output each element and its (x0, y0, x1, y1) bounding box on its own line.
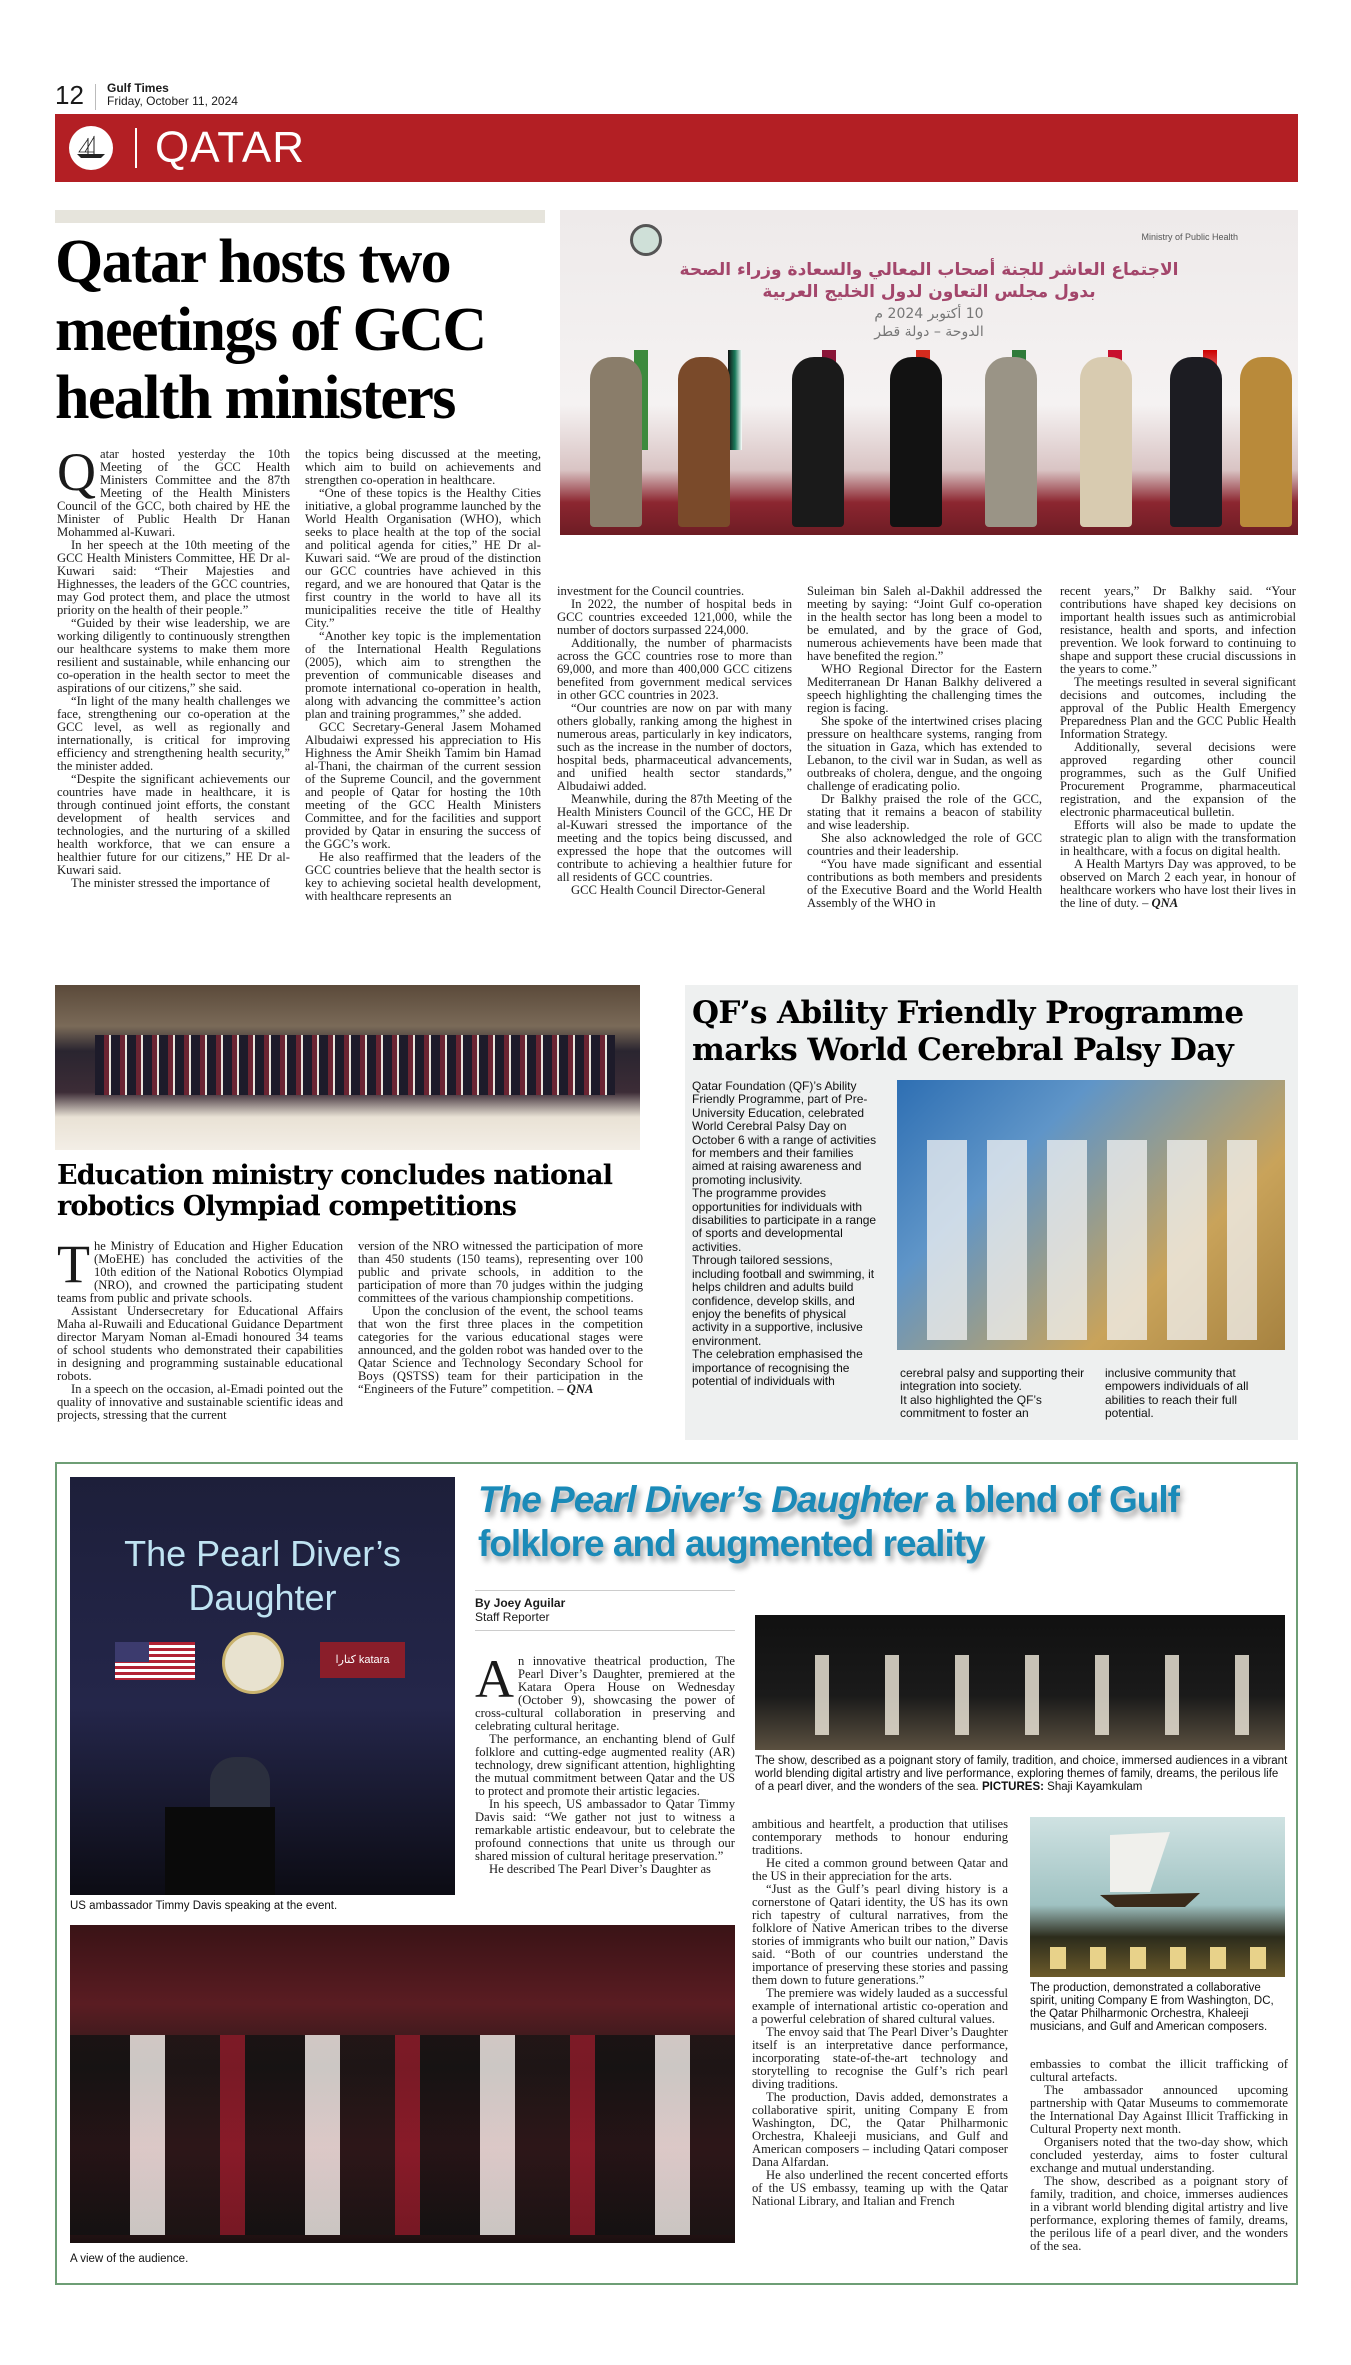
gcc-headline: Qatar hosts two meetings of GCC health ministers (55, 228, 486, 432)
paragraph (475, 1733, 735, 1798)
divider (95, 84, 96, 110)
dhow-boat-photo (1030, 1817, 1285, 1977)
caption-text: The show, described as a poignant story of family, tradition, and choice, immersed audiences in a vibrant world blending digital artistry and live performance, exploring themes of family, dreams, the perilous life of a pearl diver, and the wonders of the sea. (755, 1755, 1288, 1793)
pictures-label: PICTURES: (981, 1781, 1044, 1793)
publication-info (107, 82, 238, 108)
paragraph-text: cerebral palsy and supporting their integration into society. (900, 1366, 1085, 1394)
banner-text: الاجتماع العاشر للجنة أصحاب المعالي والسعادة وزراء الصحة (679, 260, 1179, 280)
boat-caption: The production, demonstrated a collaborative spirit, uniting Company E from Washington, DC, the Qatar Philharmonic Orchestra, Khaleeji musicians, and Gulf and American composers. (1030, 1982, 1274, 2033)
section-title: QATAR (155, 123, 306, 172)
paragraph (807, 793, 1042, 832)
paragraph (557, 793, 792, 884)
paragraph (900, 1367, 1090, 1394)
paragraph (57, 773, 290, 877)
person (678, 357, 730, 527)
publication-name: Gulf Times (107, 81, 169, 95)
embassy-seal-icon (222, 1632, 284, 1694)
paragraph-text: The programme provides opportunities for individuals with disabilities to participate in a range of sports and developmental activities. (692, 1186, 877, 1254)
flag (728, 350, 742, 450)
paragraph-text: A Health Martyrs Day was approved, to be observed on March 2 each year, in honour of healthcare workers who have lost their lives in the line of duty. – (1060, 857, 1296, 910)
paragraph-text: “Another key topic is the implementation of the International Health Regulations (2005), which aim to strengthen the prevention of communicable diseases and promote international co-operation in health, along with advancing the committee’s action plan and training programmes,” she added. (305, 629, 541, 721)
ambassador-photo (70, 1477, 455, 1895)
audience-caption: A view of the audience. (70, 2253, 189, 2265)
paragraph (305, 630, 541, 721)
paragraph-text: The ambassador announced upcoming partnership with Qatar Museums to commemorate the International Day Against Illicit Trafficking in Cultural Property next month. (1030, 2083, 1288, 2136)
paragraph-text: WHO Regional Director for the Eastern Mediterranean Dr Hanan Balkhy delivered a speech highlighting the challenging times the region is facing. (807, 662, 1042, 715)
group-of-people (927, 1140, 1257, 1340)
paragraph-text: She also acknowledged the role of GCC countries and their leadership. (807, 831, 1042, 858)
paragraph-text: He cited a common ground between Qatar and the US in their appreciation for the arts. (752, 1856, 1008, 1883)
paragraph-text: GCC Secretary-General Jasem Mohamed Albudaiwi expressed his appreciation to His Highness the Amir Sheikh Tamim bin Hamad al-Thani, the chairman of the current session of the Supreme Council, and the government and people of Qatar for hosting the 10th meeting of the GCC Health Ministers Committee, and for the facilities and support provided by Qatar in ensuring the success of the GGC’s work. (305, 720, 541, 851)
paragraph-text: The Ministry of Education and Higher Education (MoEHE) has concluded the activities of the 10th edition of the National Robotics Olympiad (NRO), and crowned the participating student teams from public and private schools. (57, 1234, 343, 1305)
paragraph (1060, 819, 1296, 858)
paragraph (57, 695, 290, 773)
paragraph (752, 2026, 1008, 2091)
paragraph (807, 663, 1042, 715)
pearl-column-2 (752, 1818, 1008, 2208)
paragraph-text: version of the NRO witnessed the participation of more than 450 students (150 teams), representing over 100 public and private schools, in addition to the participation of more than 70 judges within the judging committees of the various championship competitions. (358, 1239, 643, 1305)
paragraph (752, 1883, 1008, 1987)
banner-text: بدول مجلس التعاون لدول الخليج العربية (762, 282, 1096, 302)
paragraph (807, 585, 1042, 663)
paragraph (692, 1254, 882, 1348)
paragraph-text: He also underlined the recent concerted efforts of the US embassy, teaming up with the Qatar National Library, and Italian and French (752, 2168, 1008, 2208)
paragraph-text: Through tailored sessions, including football and swimming, it helps children and adults build confidence, develop skills, and enjoy the benefits of physical activity in a supportive, inclusive environment. (692, 1253, 875, 1348)
paragraph (57, 1383, 343, 1422)
paragraph (752, 2091, 1008, 2169)
paragraph-text: She spoke of the intertwined crises placing pressure on healthcare systems, ranging from the situation in Gaza, which has extended to Lebanon, to the civil war in Sudan, as well as outbreaks of cholera, dengue, and the ongoing challenge of eradicating polio. (807, 714, 1042, 793)
paragraph (557, 637, 792, 702)
paragraph-text: “Just as the Gulf’s pearl diving history is a cornerstone of Qatari identity, the US has its own rich tapestry of cultural narratives, from the folklore of Native American tribes to the diverse stories of immigrants who built our nation,” Davis said. “Both of our countries understand the importance of preserving these stories and passing them down to future generations.” (752, 1882, 1008, 1987)
audience-members (70, 2035, 735, 2235)
paragraph-text: The show, described as a poignant story of family, tradition, and choice, immerses audiences in a vibrant world blending digital artistry and live performance, exploring themes of family, dreams, the perilous life of a pearl diver, and the wonders of the sea. (1030, 2174, 1288, 2253)
paragraph (57, 1305, 343, 1383)
qf-column-1 (692, 1080, 882, 1388)
paragraph (305, 851, 541, 903)
paragraph (1030, 2058, 1288, 2084)
dancers-photo (755, 1615, 1285, 1750)
paragraph (1030, 2175, 1288, 2253)
paragraph-text: “Our countries are now on par with many others globally, ranking among the highest in numerous areas, particularly in key indicators, such as the increase in the number of doctors, hospital beds, pharmaceutical advancements, and unified health sector standards,” Albudaiwi added. (557, 701, 792, 793)
person (1240, 357, 1292, 527)
paragraph-text: The envoy said that The Pearl Diver’s Daughter itself is an interpretative dance performance, incorporating state-of-the-art technology and storytelling to recognise the Gulf’s rich pearl diving traditions. (752, 2025, 1008, 2091)
paragraph-text: The minister stressed the importance of (71, 876, 270, 890)
paragraph (1060, 676, 1296, 741)
paragraph (752, 1857, 1008, 1883)
issue-date: Friday, October 11, 2024 (107, 94, 238, 108)
person (985, 357, 1037, 527)
paragraph (692, 1187, 882, 1254)
paragraph (358, 1240, 643, 1305)
paragraph-text: recent years,” Dr Balkhy said. “Your contributions have shaped key decisions on important health issues such as antimicrobial resistance, health and sports, and infection prevention. We look forward to continuing to shape and support these crucial discussions in the years to come.” (1060, 584, 1296, 676)
qf-column-3 (1105, 1367, 1285, 1421)
paragraph-text: An innovative theatrical production, The Pearl Diver’s Daughter, premiered at the Katara Opera House on Wednesday (October 9), showcasing the power of cross-cultural collaboration in preserving and celebrating cultural heritage. (475, 1649, 735, 1733)
paragraph (1060, 741, 1296, 819)
katara-logo: كتارا katara (320, 1642, 405, 1678)
banner-text: 10 أكتوبر 2024 م (874, 306, 984, 322)
paragraph-text: In his speech, US ambassador to Qatar Timmy Davis said: “We gather not just to witness a remarkable artistic endeavour, but to celebrate the profound connections that unite us through our shared mission of cultural heritage preservation.” (475, 1797, 735, 1863)
photographer: Shaji Kayamkulam (1047, 1781, 1143, 1793)
gcc-ministers-photo (560, 210, 1298, 535)
paragraph-text: Assistant Undersecretary for Educational Affairs Maha al-Ruwaili and Educational Guidance Department director Maryam Noman al-Emadi honoured 34 teams of school students who demonstrated their capabilities in designing and programming sustainable educational robots. (57, 1304, 343, 1383)
paragraph-text: inclusive community that empowers individuals of all abilities to reach their full potential. (1105, 1366, 1249, 1421)
page-number: 12 (55, 80, 84, 110)
paragraph (807, 858, 1042, 910)
podium (165, 1807, 275, 1895)
paragraph (807, 832, 1042, 858)
paragraph (1030, 2084, 1288, 2136)
person (1080, 357, 1132, 527)
paragraph-text: Organisers noted that the two-day show, which concluded yesterday, aims to foster cultural exchange and mutual understanding. (1030, 2135, 1288, 2175)
paragraph-text: “One of these topics is the Healthy Cities initiative, a global programme launched by the World Health Organisation (WHO), which seeks to place health at the top of the social and political agenda for cities,” HE Dr al-Kuwari said. “We are proud of the distinction our GCC countries have achieved in this regard, and we are honoured that Qatar is the first country in the world to have all its municipalities receive the title of Healthy City.” (305, 486, 541, 630)
paragraph (1030, 2136, 1288, 2175)
paragraph-text: Additionally, the number of pharmacists across the GCC countries rose to more than 69,000, and more than 400,000 GCC citizens benefited from government medical services in other GCC countries in 2023. (557, 636, 792, 702)
headline-title: The Pearl Diver’s Daughter (478, 1479, 926, 1520)
author-role: Staff Reporter (475, 1610, 550, 1624)
dancers-caption (755, 1755, 1290, 1794)
gcc-column-2 (305, 448, 541, 903)
dancers (785, 1655, 1255, 1735)
gcc-column-5 (1060, 585, 1296, 910)
paragraph (305, 487, 541, 630)
moph-logo-text: Ministry of Public Health (1141, 232, 1238, 242)
source-credit: QNA (566, 1382, 594, 1396)
paragraph (57, 1234, 343, 1305)
us-flag-icon (115, 1642, 195, 1680)
paragraph-text: Efforts will also be made to update the strategic plan to align with the transformation in healthcare, with a focus on digital health. (1060, 818, 1296, 858)
paragraph-text: Upon the conclusion of the event, the school teams that won the first three places in the competition categories for the various educational stages were announced, and the golden robot was handed over to the Qatar Science and Technology Secondary School for Boys (QSTSS) team for their participation in the “Engineers of the Future” competition. – (358, 1304, 643, 1396)
dhow-logo-icon (69, 126, 113, 170)
paragraph-text: In her speech at the 10th meeting of the GCC Health Ministers Committee, HE Dr al-Kuwari said: “Their Majesties and Highnesses, the leaders of the GCC countries, may God protect them, and place the utmost priority on the health of their people.” (57, 538, 290, 617)
paragraph-text: The celebration emphasised the importance of recognising the potential of individuals with (692, 1347, 863, 1388)
headline-rest: a blend of Gulf folklore and augmented reality (478, 1479, 1179, 1564)
screen-title: The Pearl Diver’s Daughter (124, 1533, 401, 1618)
pearl-column-1 (475, 1649, 735, 1876)
ambassador-caption: US ambassador Timmy Davis speaking at the event. (70, 1900, 338, 1912)
paragraph (475, 1798, 735, 1863)
paragraph-text: embassies to combat the illicit trafficking of cultural artefacts. (1030, 2057, 1288, 2084)
person (590, 357, 642, 527)
paragraph-text: The premiere was widely lauded as a successful example of international artistic co-operation and a powerful celebration of shared cultural values. (752, 1986, 1008, 2026)
paragraph (475, 1649, 735, 1733)
paragraph (557, 598, 792, 637)
section-banner (55, 114, 1298, 182)
paragraph (807, 715, 1042, 793)
qf-column-2 (900, 1367, 1090, 1421)
paragraph (900, 1394, 1090, 1421)
paragraph (305, 721, 541, 851)
paragraph-text: Qatar hosted yesterday the 10th Meeting of the GCC Health Ministers Committee and the 87th Meeting of the Health Ministers Council of the GCC, both chaired by HE the Minister of Public Health Dr Hanan Mohammed al-Kuwari. (57, 442, 290, 539)
paragraph (752, 2169, 1008, 2208)
group-of-people (95, 1035, 615, 1095)
paragraph (475, 1863, 735, 1876)
paragraph-text: Qatar Foundation (QF)’s Ability Friendly Programme, part of Pre-University Education, celebrated World Cerebral Palsy Day on October 6 with a range of activities for members and their families aimed at raising awareness and promoting inclusivity. (692, 1079, 877, 1187)
paragraph-text: Meanwhile, during the 87th Meeting of the Health Ministers Council of the GCC, HE Dr al-Kuwari stressed the importance of the meeting and the topics being discussed, and expressed the hope that the outcomes will contribute to achieving a healthier future for all residents of GCC countries. (557, 792, 792, 884)
paragraph-text: the topics being discussed at the meeting, which aim to build on achievements and strengthen co-operation in healthcare. (305, 447, 541, 487)
paragraph (557, 702, 792, 793)
paragraph (57, 617, 290, 695)
paragraph (557, 884, 792, 897)
paragraph-text: In a speech on the occasion, al-Emadi pointed out the quality of innovative and sustainable scientific ideas and projects, stressing that the current (57, 1382, 343, 1422)
gcc-column-1 (57, 442, 290, 890)
paragraph (752, 1987, 1008, 2026)
paragraph-text: “Despite the significant achievements our countries have made in healthcare, it is through continued joint efforts, the constant development of health services and technologies, and the nurturing of a skilled health workforce, that we can ensure a healthier future for our citizens,” HE Dr al-Kuwari said. (57, 772, 290, 877)
paragraph-text: “In light of the many health challenges we face, strengthening our co-operation at the GCC level, as well as regionally and internationally, is critical for improving efficiency and strengthening health security,” the minister added. (57, 694, 290, 773)
paragraph (57, 442, 290, 539)
gcc-logo-icon (630, 224, 662, 256)
paragraph-text: GCC Health Council Director-General (571, 883, 766, 897)
pearl-headline (478, 1478, 1293, 1566)
gcc-column-3 (557, 585, 792, 897)
person (1170, 357, 1222, 527)
paragraph (305, 448, 541, 487)
banner-text: الدوحة – دولة قطر (874, 324, 984, 340)
robotics-group-photo (55, 985, 640, 1150)
qf-headline: QF’s Ability Friendly Programme marks World Cerebral Palsy Day (692, 995, 1244, 1068)
paragraph-text: He also reaffirmed that the leaders of the GCC countries believe that the health sector is key to achieving societal health development, with healthcare represents an (305, 850, 541, 903)
robotics-headline: Education ministry concludes national robotics Olympiad competitions (57, 1160, 613, 1222)
paragraph-text: ambitious and heartfelt, a production that utilises contemporary methods to honour enduring traditions. (752, 1817, 1008, 1857)
robotics-column-1 (57, 1234, 343, 1422)
paragraph (1105, 1367, 1285, 1421)
divider (135, 128, 137, 168)
paragraph (1060, 858, 1296, 910)
paragraph (57, 539, 290, 617)
paragraph (57, 877, 290, 890)
paragraph-text: “You have made significant and essential contributions as both members and presidents of the Executive Board and the World Health Assembly of the WHO in (807, 857, 1042, 910)
paragraph-text: Dr Balkhy praised the role of the GCC, stating that it remains a beacon of stability and wise leadership. (807, 792, 1042, 832)
paragraph-text: It also highlighted the QF’s commitment to foster an (900, 1392, 1042, 1421)
paragraph-text: The production, Davis added, demonstrates a collaborative spirit, uniting Company E from Washington, DC, the Qatar Philharmonic Orchestra, Khaleeji musicians, and Gulf and American composers – including Qatari composer Dana Alfardan. (752, 2090, 1008, 2169)
audience-photo (70, 1925, 735, 2243)
paragraph (752, 1818, 1008, 1857)
paragraph-text: In 2022, the number of hospital beds in GCC countries exceeded 121,000, while the number of doctors surpassed 224,000. (557, 597, 792, 637)
source-credit: QNA (1151, 896, 1179, 910)
paragraph (1060, 585, 1296, 676)
paragraph-text: investment for the Council countries. (557, 584, 745, 598)
paragraph-text: The meetings resulted in several significant decisions and outcomes, including the approval of the Public Health Emergency Preparedness Plan and the GCC Public Health Information Strategy. (1060, 675, 1296, 741)
paragraph-text: “Guided by their wise leadership, we are working diligently to continuously strengthen our healthcare systems to make them more resilient and sustainable, while enhancing our co-operation in the health sector to meet the aspirations of our citizens,” she said. (57, 616, 290, 695)
paragraph (692, 1348, 882, 1388)
performers (1050, 1947, 1270, 1969)
paragraph (692, 1080, 882, 1187)
paragraph-text: Suleiman bin Saleh al-Dakhil addressed the meeting by saying: “Joint Gulf co-operation in the health sector has long been a model to be emulated, and by the grace of God, numerous achievements have been made that have benefited the region.” (807, 584, 1042, 663)
paragraph-text: Additionally, several decisions were approved regarding other council programmes, such as the Gulf Unified Procurement Programme, pharmaceutical registration, and the expansion of the electronic pharmaceutical bulletin. (1060, 740, 1296, 819)
robotics-column-2 (358, 1240, 643, 1396)
rule (55, 210, 545, 223)
pearl-column-3 (1030, 2058, 1288, 2253)
paragraph-text: He described The Pearl Diver’s Daughter as (489, 1862, 711, 1876)
gcc-column-4 (807, 585, 1042, 910)
byline (475, 1590, 735, 1631)
qf-participants-photo (897, 1080, 1285, 1350)
person (792, 357, 844, 527)
author: By Joey Aguilar (475, 1596, 566, 1610)
person (890, 357, 942, 527)
paragraph-text: The performance, an enchanting blend of Gulf folklore and cutting-edge augmented reality (AR) technology, drew significant attention, highlighting the mutual commitment between Qatar and the US to protect and promote their artistic legacies. (475, 1732, 735, 1798)
paragraph (358, 1305, 643, 1396)
dhow-icon (1090, 1827, 1210, 1917)
